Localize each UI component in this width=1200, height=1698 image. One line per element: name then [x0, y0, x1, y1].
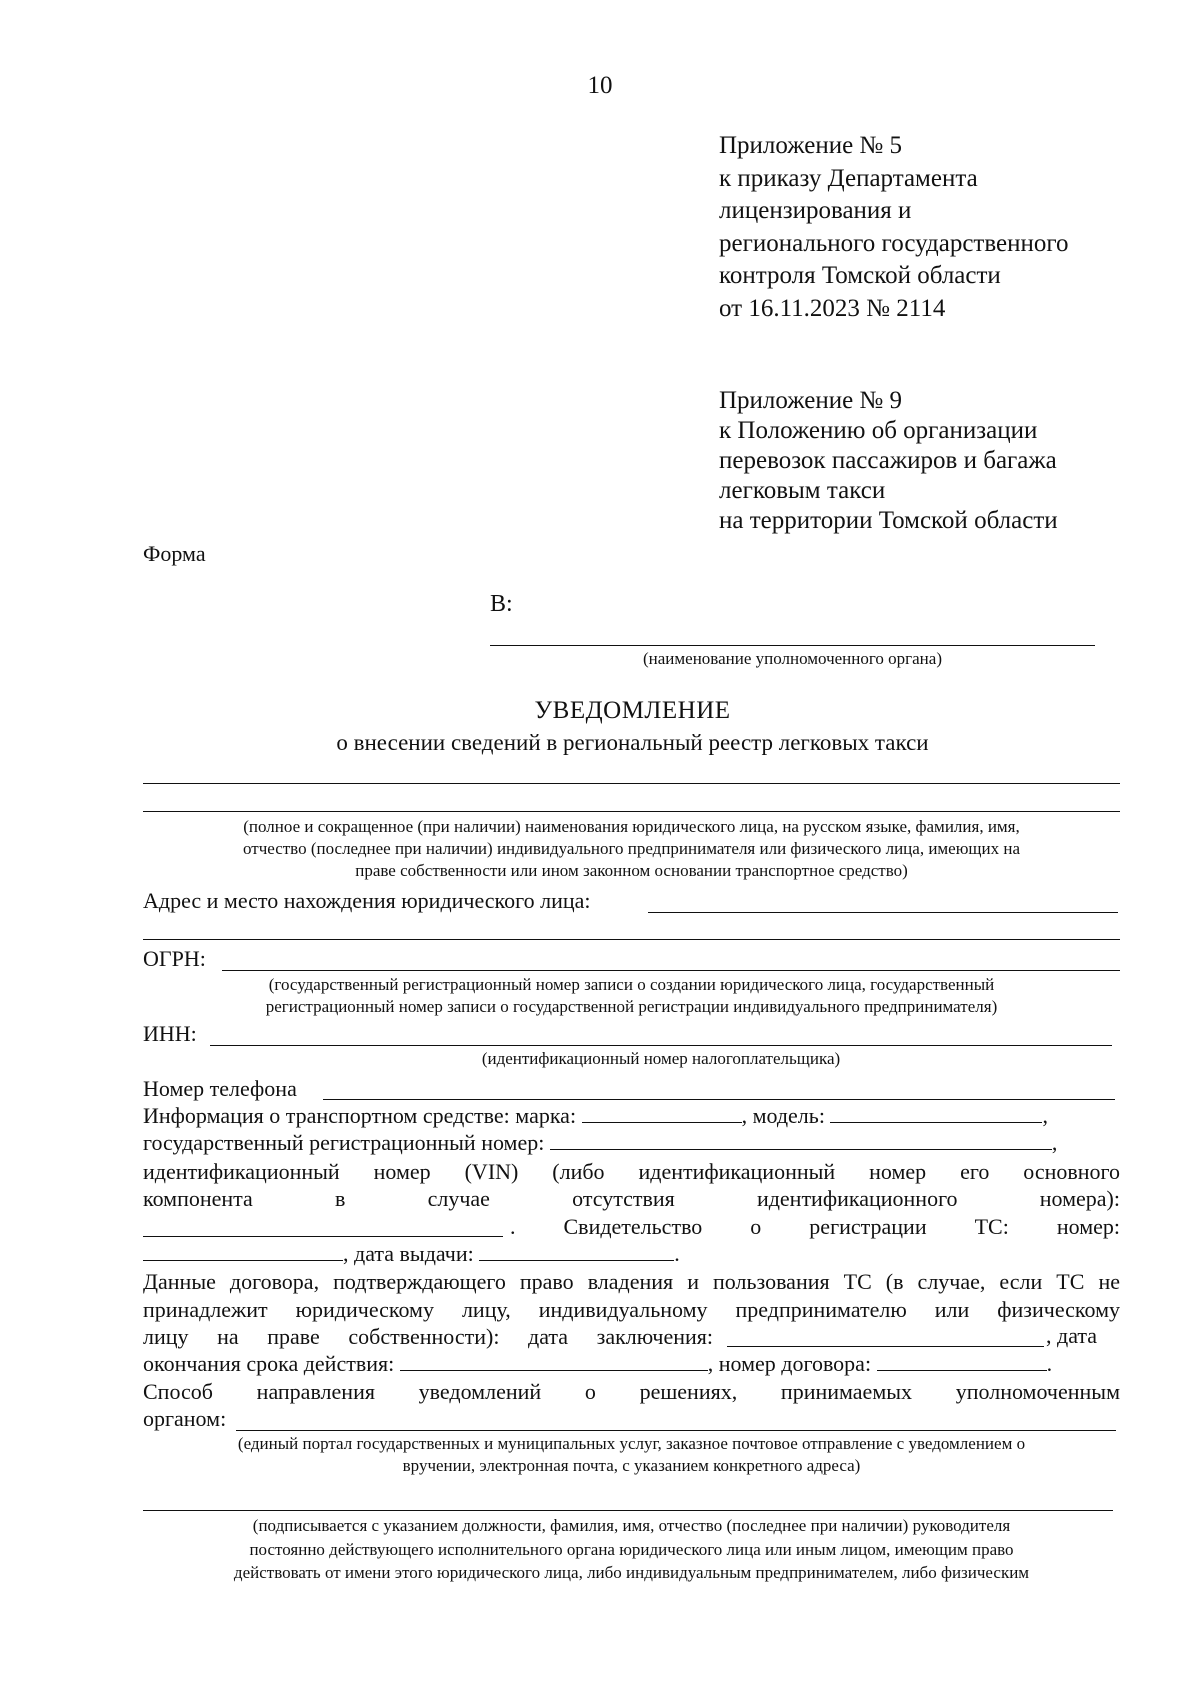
ogrn-caption-line: (государственный регистрационный номер записи о создании юридического лица, государственный	[268, 975, 995, 994]
recipient-caption: (наименование уполномоченного органа)	[642, 649, 942, 668]
annex-order-line: лицензирования и	[719, 197, 912, 224]
contract-number-field[interactable]	[877, 1352, 1047, 1371]
annex-regulation-line: легковым такси	[719, 477, 886, 504]
page-number: 10	[587, 72, 613, 99]
document-subtitle: о внесении сведений в региональный реестр легковых такси	[336, 730, 929, 755]
phone-field-line[interactable]	[323, 1099, 1115, 1100]
contract-end-date-label: окончания срока действия:	[143, 1351, 395, 1376]
contract-date-field[interactable]	[727, 1346, 1044, 1347]
annex-order-block	[719, 130, 1069, 325]
vin-field-line[interactable]	[143, 1236, 503, 1237]
method-field-line[interactable]	[236, 1430, 1116, 1431]
annex-order-line: к приказу Департамента	[719, 164, 978, 192]
document-title: УВЕДОМЛЕНИЕ	[534, 697, 731, 724]
issue-date-field[interactable]	[479, 1242, 674, 1261]
contract-number-label: , номер договора:	[707, 1351, 872, 1376]
comma-mark: ,	[1042, 1103, 1048, 1128]
method-line-2: органом:	[143, 1406, 227, 1431]
certificate-number-field[interactable]	[143, 1242, 343, 1261]
contract-line-2: принадлежит юридическому лицу, индивидуальному предпринимателю или физическому	[143, 1297, 1120, 1322]
signature-caption-line: постоянно действующего исполнительного органа юридического лица или иным лицом, имеющим право	[249, 1539, 1014, 1559]
vin-line-2: компонента в случае отсутствия идентификационного номера):	[143, 1186, 1120, 1211]
contract-end-date-field[interactable]	[400, 1352, 708, 1371]
owner-caption-line: отчество (последнее при наличии) индивидуального предпринимателя или физического лица, имеющих на	[242, 839, 1021, 858]
signature-caption-line: действовать от имени этого юридического лица, либо индивидуальным предпринимателем, либо физическим	[233, 1563, 1030, 1582]
annex-regulation-block	[719, 386, 1058, 536]
form-label: Форма	[143, 541, 206, 566]
method-caption	[143, 1433, 1120, 1477]
annex-order-line: Приложение № 5	[719, 132, 903, 159]
inn-caption: (идентификационный номер налогоплательщика)	[481, 1049, 841, 1068]
vehicle-model-field[interactable]	[830, 1104, 1042, 1123]
vehicle-reg-row	[143, 1130, 1057, 1156]
annex-regulation-line: к Положению об организации	[719, 417, 1038, 444]
signature-caption-line: (подписывается с указанием должности, фамилия, имя, отчество (последнее при наличии) руководителя	[252, 1516, 1011, 1535]
signature-line[interactable]	[143, 1510, 1113, 1511]
period-mark: .	[674, 1241, 680, 1266]
vehicle-reg-number-field[interactable]	[550, 1131, 1052, 1150]
recipient-field-line[interactable]	[490, 645, 1095, 646]
contract-line-3: лицу на праве собственности): дата заключения:	[143, 1324, 713, 1349]
vehicle-brand-row	[143, 1103, 1048, 1129]
vin-line-1: идентификационный номер (VIN) (либо идентификационный номер его основного	[143, 1159, 1120, 1184]
ogrn-label: ОГРН:	[143, 946, 206, 971]
owner-name-line-2[interactable]	[143, 811, 1120, 812]
contract-line-1: Данные договора, подтверждающего право владения и пользования ТС (в случае, если ТС не	[143, 1269, 1120, 1294]
vehicle-brand-field[interactable]	[582, 1104, 742, 1123]
method-caption-line: вручении, электронная почта, с указанием конкретного адреса)	[402, 1456, 861, 1475]
certificate-row	[143, 1241, 680, 1267]
annex-order-line: регионального государственного	[719, 229, 1069, 257]
owner-name-line-1[interactable]	[143, 783, 1120, 784]
ogrn-caption-line: регистрационный номер записи о государственной регистрации индивидуального предпринимателя)	[265, 997, 998, 1016]
annex-order-line: от 16.11.2023 № 2114	[719, 294, 946, 322]
phone-label: Номер телефона	[143, 1076, 297, 1101]
contract-end-row	[143, 1351, 1052, 1377]
vehicle-reg-number-label: государственный регистрационный номер:	[143, 1130, 545, 1155]
annex-regulation-line: Приложение № 9	[719, 387, 903, 414]
contract-line-3-end: , дата	[1046, 1323, 1098, 1348]
method-caption-line: (единый портал государственных и муниципальных услуг, заказное почтовое отправление с уведомлением о	[237, 1434, 1026, 1453]
recipient-label: В:	[490, 591, 513, 617]
address-label: Адрес и место нахождения юридического лица:	[143, 888, 591, 913]
vehicle-model-label: , модель:	[741, 1103, 825, 1128]
vehicle-info-label: Информация о транспортном средстве: марка:	[143, 1103, 577, 1128]
inn-field-line[interactable]	[210, 1045, 1112, 1046]
inn-label: ИНН:	[143, 1021, 197, 1046]
annex-order-line: контроля Томской области	[719, 262, 1001, 289]
comma-mark: ,	[1051, 1130, 1058, 1155]
owner-caption-line: праве собственности или ином законном основании транспортное средство)	[355, 861, 908, 880]
address-field-line-2[interactable]	[143, 939, 1120, 940]
signature-caption	[143, 1514, 1120, 1585]
annex-regulation-line: перевозок пассажиров и багажа	[719, 447, 1057, 474]
issue-date-label: , дата выдачи:	[343, 1241, 474, 1266]
annex-regulation-line: на территории Томской области	[719, 507, 1058, 534]
owner-caption	[143, 816, 1120, 882]
address-field-line[interactable]	[648, 912, 1118, 913]
period-mark: .	[1046, 1351, 1053, 1376]
ogrn-caption	[143, 974, 1120, 1018]
method-line-1: Способ направления уведомлений о решениях, принимаемых уполномоченным	[143, 1379, 1120, 1404]
certificate-label: . Свидетельство о регистрации ТС: номер:	[510, 1214, 1120, 1239]
ogrn-field-line[interactable]	[222, 970, 1120, 971]
owner-caption-line: (полное и сокращенное (при наличии) наименования юридического лица, на русском языке, фамилия, имя,	[243, 817, 1020, 836]
